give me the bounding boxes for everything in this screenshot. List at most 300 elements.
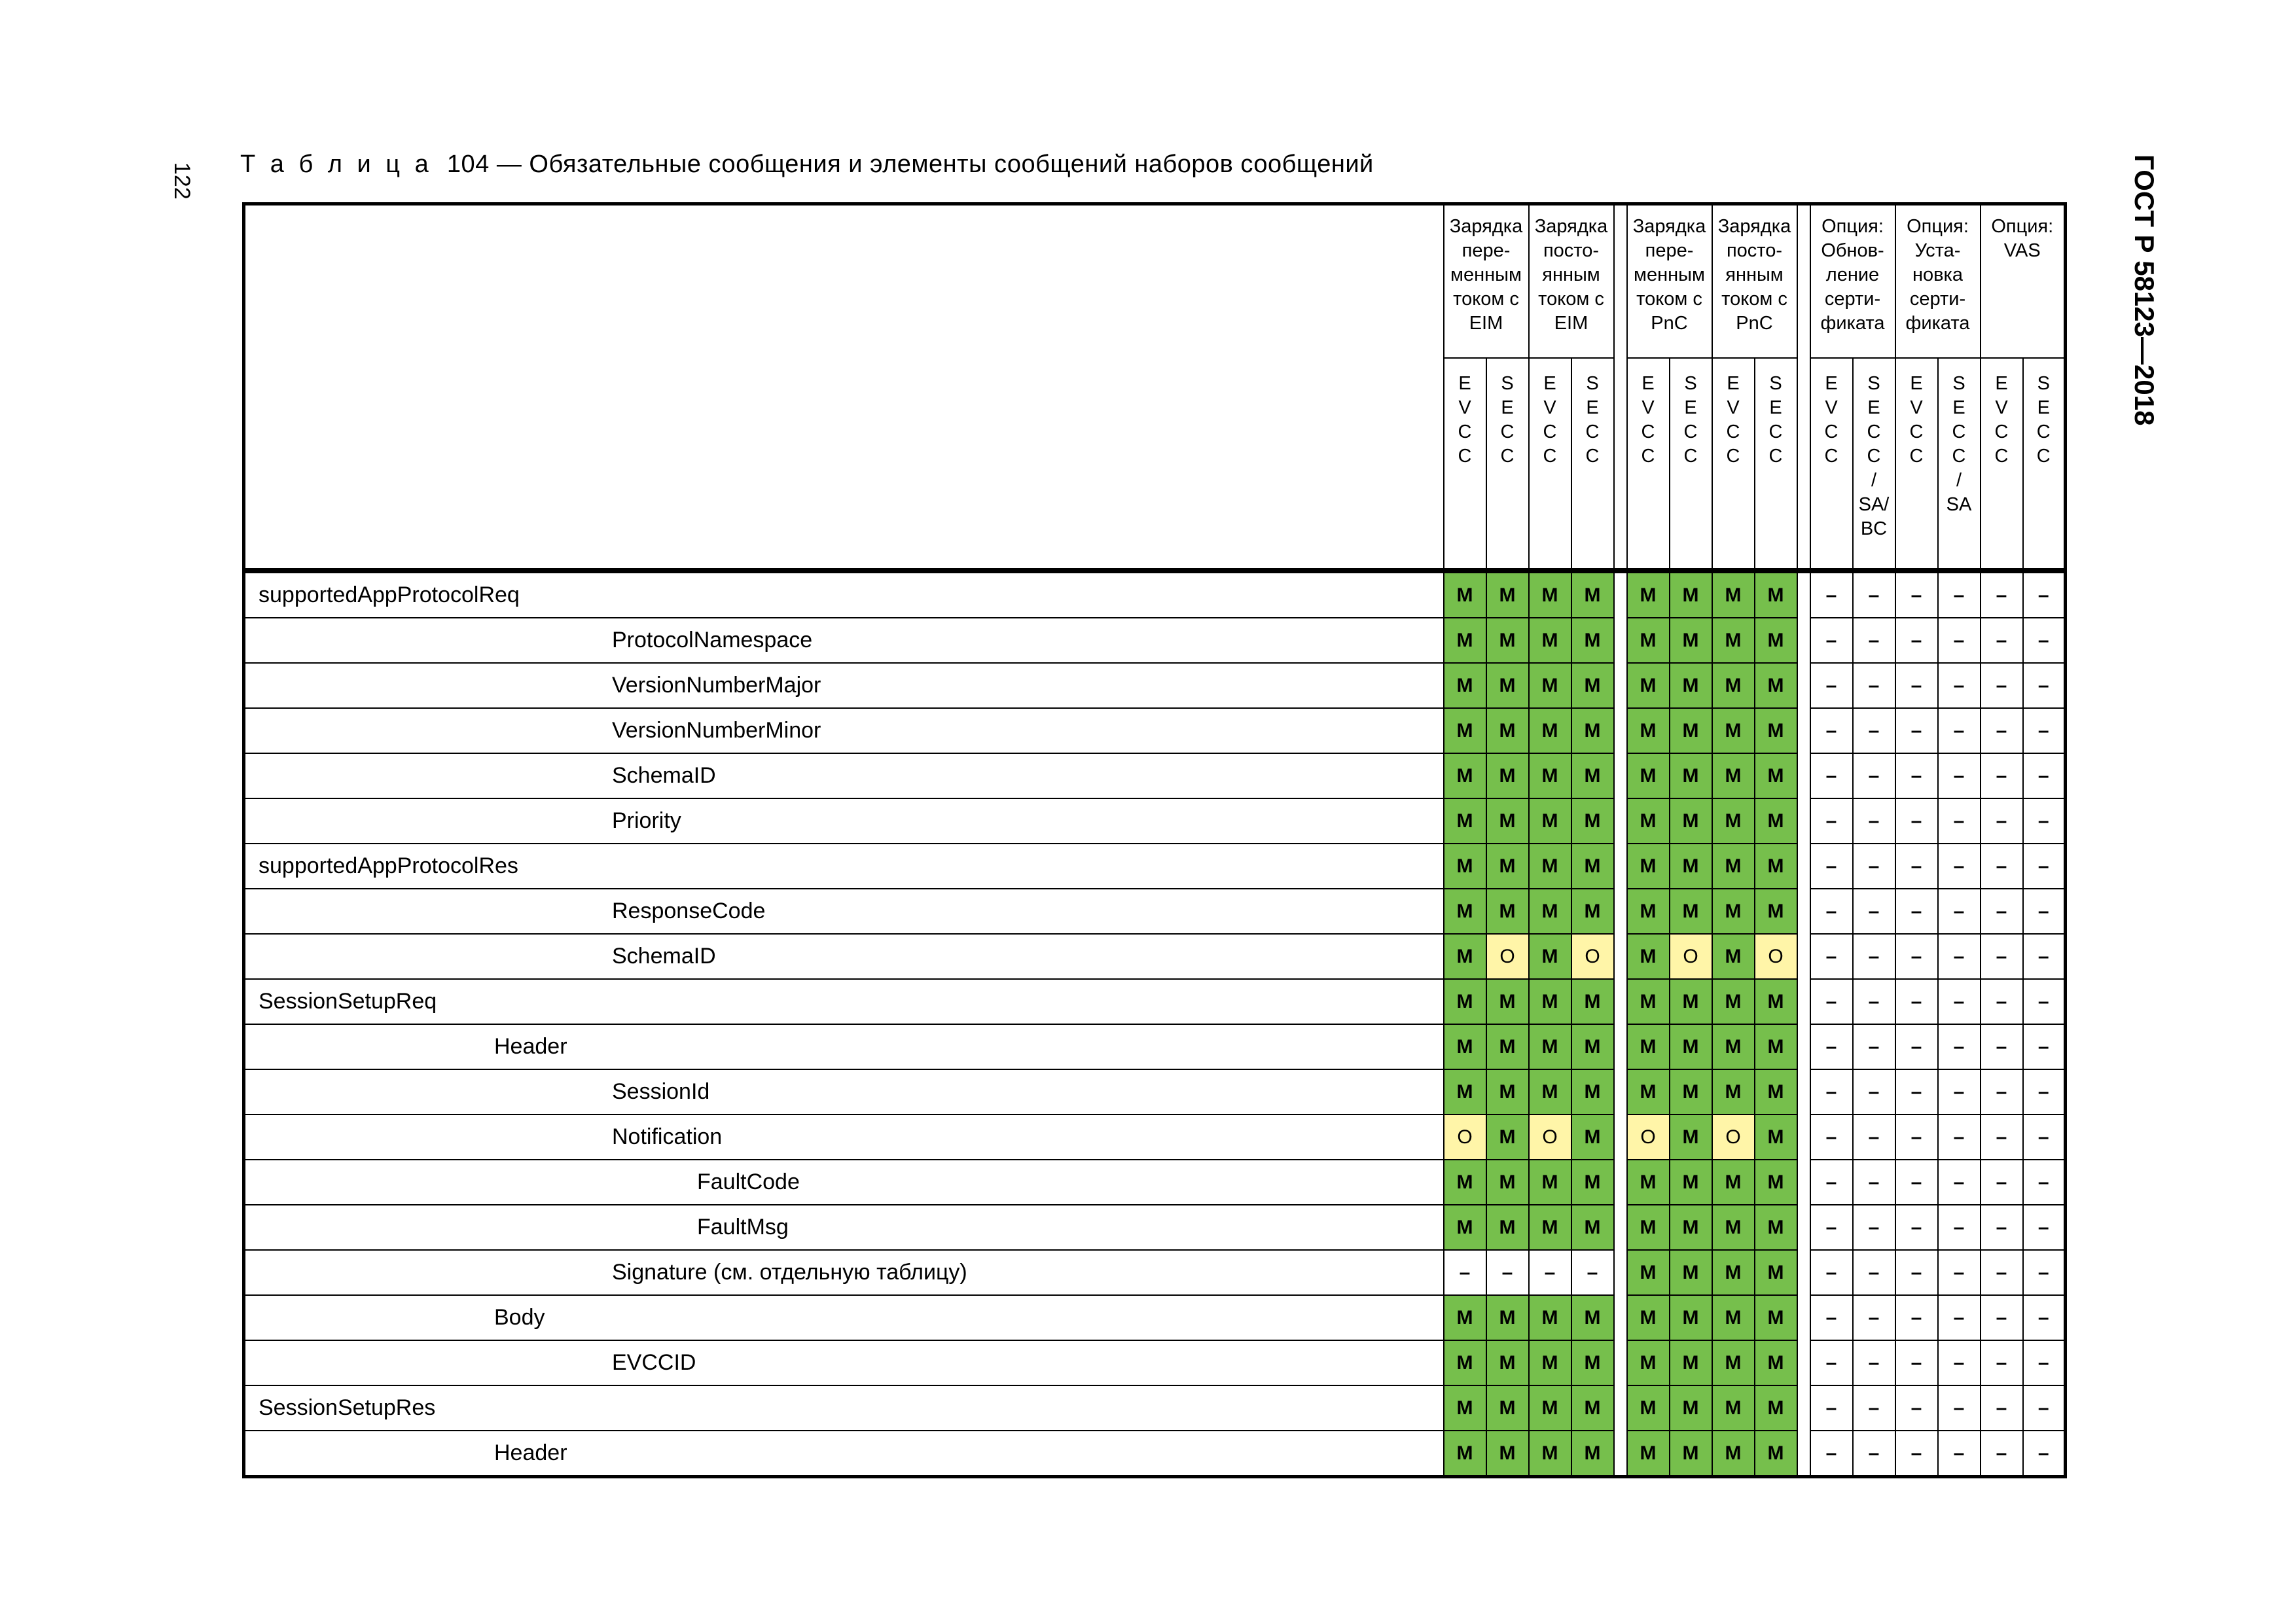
sub-column-header: E V C C bbox=[1895, 358, 1938, 571]
requirement-cell: M bbox=[1529, 844, 1571, 889]
requirement-cell: – bbox=[1938, 1160, 1981, 1205]
requirement-cell: M bbox=[1444, 934, 1486, 979]
requirement-cell: – bbox=[2023, 798, 2066, 844]
element-name bbox=[244, 889, 1444, 934]
requirement-cell: O bbox=[1712, 1115, 1755, 1160]
requirement-cell: M bbox=[1670, 979, 1712, 1024]
section-gap bbox=[1614, 1431, 1627, 1477]
requirement-cell: – bbox=[1853, 708, 1895, 753]
requirement-cell: – bbox=[2023, 1431, 2066, 1477]
requirement-cell: M bbox=[1670, 1385, 1712, 1431]
requirement-cell: M bbox=[1755, 663, 1797, 708]
requirement-cell: – bbox=[1938, 1295, 1981, 1340]
requirement-cell: – bbox=[1810, 708, 1853, 753]
requirement-cell: M bbox=[1486, 618, 1529, 663]
requirement-cell: M bbox=[1486, 1205, 1529, 1250]
requirement-cell: M bbox=[1486, 1115, 1529, 1160]
requirement-cell: – bbox=[1938, 708, 1981, 753]
requirement-cell: – bbox=[1810, 1160, 1853, 1205]
requirement-cell: M bbox=[1486, 1024, 1529, 1069]
requirement-cell: – bbox=[2023, 1250, 2066, 1295]
requirement-cell: M bbox=[1444, 844, 1486, 889]
requirement-cell: – bbox=[2023, 1205, 2066, 1250]
table-row bbox=[244, 934, 2066, 979]
requirement-cell: M bbox=[1670, 708, 1712, 753]
requirement-cell: M bbox=[1627, 1295, 1670, 1340]
requirement-cell: – bbox=[1938, 1024, 1981, 1069]
element-name bbox=[244, 844, 1444, 889]
requirement-cell: M bbox=[1529, 1205, 1571, 1250]
requirement-cell: M bbox=[1627, 1431, 1670, 1477]
requirement-cell: – bbox=[1938, 979, 1981, 1024]
requirement-cell: – bbox=[1810, 798, 1853, 844]
requirement-cell: – bbox=[1938, 753, 1981, 798]
requirement-cell: M bbox=[1627, 1340, 1670, 1385]
sub-column-header: E V C C bbox=[1627, 358, 1670, 571]
requirement-cell: – bbox=[2023, 844, 2066, 889]
requirement-cell: M bbox=[1755, 1160, 1797, 1205]
requirement-cell: O bbox=[1486, 934, 1529, 979]
requirement-cell: M bbox=[1712, 798, 1755, 844]
column-group-header: Зарядка пере-​менным током с EIM bbox=[1444, 204, 1529, 359]
element-name-text: Signature (см. отдельную таблицу) bbox=[612, 1260, 967, 1285]
requirement-cell: – bbox=[2023, 753, 2066, 798]
requirement-cell: M bbox=[1444, 753, 1486, 798]
requirement-cell: M bbox=[1755, 1295, 1797, 1340]
table-row bbox=[244, 1295, 2066, 1340]
requirement-cell: M bbox=[1670, 663, 1712, 708]
requirement-cell: – bbox=[1895, 708, 1938, 753]
requirement-cell: – bbox=[1981, 844, 2023, 889]
requirement-cell: M bbox=[1529, 889, 1571, 934]
requirement-cell: – bbox=[2023, 618, 2066, 663]
table-row bbox=[244, 1250, 2066, 1295]
requirement-cell: M bbox=[1571, 1069, 1614, 1115]
section-gap bbox=[1614, 1160, 1627, 1205]
requirement-cell: – bbox=[1938, 844, 1981, 889]
requirement-cell: – bbox=[1981, 1340, 2023, 1385]
requirement-cell: – bbox=[1938, 934, 1981, 979]
requirement-cell: M bbox=[1755, 618, 1797, 663]
requirement-cell: – bbox=[1853, 571, 1895, 618]
sub-column-header: S E C C / SA bbox=[1938, 358, 1981, 571]
section-gap bbox=[1797, 1115, 1810, 1160]
requirement-cell: M bbox=[1486, 663, 1529, 708]
requirement-cell: M bbox=[1627, 1205, 1670, 1250]
requirement-cell: – bbox=[1571, 1250, 1614, 1295]
table-row bbox=[244, 571, 2066, 618]
section-gap bbox=[1797, 1250, 1810, 1295]
requirement-cell: – bbox=[1810, 1340, 1853, 1385]
requirement-cell: M bbox=[1627, 1160, 1670, 1205]
requirement-cell: M bbox=[1712, 889, 1755, 934]
messages-table bbox=[242, 202, 2067, 1478]
table-row bbox=[244, 844, 2066, 889]
requirement-cell: M bbox=[1529, 663, 1571, 708]
requirement-cell: – bbox=[1810, 1205, 1853, 1250]
requirement-cell: M bbox=[1627, 1024, 1670, 1069]
requirement-cell: – bbox=[1895, 1205, 1938, 1250]
requirement-cell: – bbox=[1853, 1069, 1895, 1115]
section-gap bbox=[1614, 1205, 1627, 1250]
element-name-text: Priority bbox=[612, 808, 681, 833]
requirement-cell: M bbox=[1670, 798, 1712, 844]
requirement-cell: – bbox=[2023, 1340, 2066, 1385]
element-name-text: VersionNumberMajor bbox=[612, 673, 821, 698]
requirement-cell: M bbox=[1486, 979, 1529, 1024]
requirement-cell: M bbox=[1571, 708, 1614, 753]
section-gap bbox=[1614, 708, 1627, 753]
requirement-cell: M bbox=[1755, 753, 1797, 798]
requirement-cell: M bbox=[1712, 979, 1755, 1024]
requirement-cell: M bbox=[1712, 1024, 1755, 1069]
requirement-cell: – bbox=[2023, 663, 2066, 708]
section-gap bbox=[1614, 1340, 1627, 1385]
requirement-cell: – bbox=[1938, 1385, 1981, 1431]
requirement-cell: – bbox=[1981, 708, 2023, 753]
requirement-cell: M bbox=[1444, 1385, 1486, 1431]
requirement-cell: – bbox=[1895, 889, 1938, 934]
requirement-cell: – bbox=[1810, 753, 1853, 798]
requirement-cell: – bbox=[1981, 1431, 2023, 1477]
element-name bbox=[244, 1205, 1444, 1250]
requirement-cell: – bbox=[1853, 1295, 1895, 1340]
requirement-cell: – bbox=[1529, 1250, 1571, 1295]
requirement-cell: – bbox=[1895, 618, 1938, 663]
requirement-cell: M bbox=[1486, 1295, 1529, 1340]
page-number: 122 bbox=[170, 162, 194, 200]
column-group-header: Зарядка посто-​янным током с EIM bbox=[1529, 204, 1614, 359]
section-gap bbox=[1614, 934, 1627, 979]
requirement-cell: M bbox=[1486, 571, 1529, 618]
element-name bbox=[244, 798, 1444, 844]
requirement-cell: M bbox=[1444, 798, 1486, 844]
requirement-cell: M bbox=[1571, 1340, 1614, 1385]
element-name bbox=[244, 571, 1444, 618]
element-name bbox=[244, 753, 1444, 798]
section-gap bbox=[1797, 934, 1810, 979]
element-name-text: VersionNumberMinor bbox=[612, 718, 821, 743]
requirement-cell: – bbox=[1938, 1250, 1981, 1295]
element-name bbox=[244, 1340, 1444, 1385]
element-name bbox=[244, 708, 1444, 753]
column-group-header: Опция: Уста-​новка серти-​фиката bbox=[1895, 204, 1981, 359]
requirement-cell: M bbox=[1755, 1115, 1797, 1160]
requirement-cell: M bbox=[1712, 1160, 1755, 1205]
requirement-cell: – bbox=[1981, 1024, 2023, 1069]
requirement-cell: M bbox=[1444, 889, 1486, 934]
section-gap bbox=[1614, 1295, 1627, 1340]
requirement-cell: – bbox=[1895, 934, 1938, 979]
requirement-cell: M bbox=[1571, 1385, 1614, 1431]
requirement-cell: M bbox=[1486, 1385, 1529, 1431]
section-gap bbox=[1614, 1250, 1627, 1295]
requirement-cell: M bbox=[1712, 571, 1755, 618]
requirement-cell: – bbox=[1810, 1385, 1853, 1431]
section-gap bbox=[1614, 844, 1627, 889]
requirement-cell: M bbox=[1755, 798, 1797, 844]
element-name bbox=[244, 979, 1444, 1024]
requirement-cell: M bbox=[1627, 618, 1670, 663]
requirement-cell: M bbox=[1571, 798, 1614, 844]
element-name-text: supportedAppProtocolRes bbox=[259, 853, 518, 878]
section-gap bbox=[1797, 1024, 1810, 1069]
table-row bbox=[244, 1385, 2066, 1431]
requirement-cell: M bbox=[1444, 1205, 1486, 1250]
requirement-cell: M bbox=[1529, 753, 1571, 798]
section-gap bbox=[1797, 618, 1810, 663]
requirement-cell: – bbox=[1895, 1024, 1938, 1069]
sub-column-header: E V C C bbox=[1444, 358, 1486, 571]
requirement-cell: M bbox=[1712, 1340, 1755, 1385]
requirement-cell: – bbox=[2023, 979, 2066, 1024]
requirement-cell: – bbox=[1853, 798, 1895, 844]
requirement-cell: – bbox=[2023, 1115, 2066, 1160]
element-name bbox=[244, 618, 1444, 663]
requirement-cell: M bbox=[1444, 1340, 1486, 1385]
requirement-cell: M bbox=[1712, 1069, 1755, 1115]
element-name bbox=[244, 663, 1444, 708]
requirement-cell: M bbox=[1571, 1115, 1614, 1160]
requirement-cell: – bbox=[1981, 934, 2023, 979]
requirement-cell: – bbox=[1981, 1385, 2023, 1431]
requirement-cell: – bbox=[1895, 798, 1938, 844]
requirement-cell: M bbox=[1670, 1340, 1712, 1385]
requirement-cell: – bbox=[1853, 1115, 1895, 1160]
section-gap bbox=[1797, 1385, 1810, 1431]
requirement-cell: O bbox=[1755, 934, 1797, 979]
requirement-cell: – bbox=[1810, 1250, 1853, 1295]
requirement-cell: – bbox=[1981, 889, 2023, 934]
requirement-cell: M bbox=[1712, 844, 1755, 889]
requirement-cell: – bbox=[1810, 889, 1853, 934]
table-row bbox=[244, 663, 2066, 708]
requirement-cell: – bbox=[1981, 798, 2023, 844]
requirement-cell: M bbox=[1444, 1024, 1486, 1069]
sub-column-header: S E C C bbox=[1486, 358, 1529, 571]
requirement-cell: – bbox=[1938, 1431, 1981, 1477]
element-name bbox=[244, 1024, 1444, 1069]
requirement-cell: – bbox=[1895, 1115, 1938, 1160]
requirement-cell: M bbox=[1712, 1385, 1755, 1431]
element-name-text: SessionId bbox=[612, 1079, 710, 1104]
sub-column-header: S E C C bbox=[2023, 358, 2066, 571]
requirement-cell: M bbox=[1486, 1069, 1529, 1115]
requirement-cell: M bbox=[1571, 1295, 1614, 1340]
sub-column-header: S E C C bbox=[1755, 358, 1797, 571]
requirement-cell: M bbox=[1627, 979, 1670, 1024]
requirement-cell: M bbox=[1486, 708, 1529, 753]
requirement-cell: M bbox=[1627, 889, 1670, 934]
table-row bbox=[244, 1069, 2066, 1115]
requirement-cell: – bbox=[1981, 663, 2023, 708]
section-gap bbox=[1797, 663, 1810, 708]
requirement-cell: M bbox=[1486, 798, 1529, 844]
requirement-cell: M bbox=[1755, 1250, 1797, 1295]
requirement-cell: M bbox=[1529, 1295, 1571, 1340]
requirement-cell: – bbox=[2023, 1295, 2066, 1340]
caption-text: 104 — Обязательные сообщения и элементы сообщений наборов сообщений bbox=[446, 151, 1374, 178]
element-name bbox=[244, 1385, 1444, 1431]
element-name-text: EVCCID bbox=[612, 1350, 696, 1375]
requirement-cell: M bbox=[1755, 1069, 1797, 1115]
section-gap bbox=[1797, 798, 1810, 844]
requirement-cell: M bbox=[1444, 1295, 1486, 1340]
requirement-cell: M bbox=[1529, 1024, 1571, 1069]
requirement-cell: – bbox=[1895, 979, 1938, 1024]
element-name-text: FaultMsg bbox=[697, 1215, 789, 1240]
element-name-text: SessionSetupRes bbox=[259, 1395, 436, 1420]
element-name-text: Notification bbox=[612, 1124, 723, 1149]
section-gap bbox=[1797, 708, 1810, 753]
requirement-cell: M bbox=[1444, 663, 1486, 708]
requirement-cell: O bbox=[1571, 934, 1614, 979]
element-name-text: ResponseCode bbox=[612, 899, 766, 923]
requirement-cell: – bbox=[1981, 571, 2023, 618]
requirement-cell: – bbox=[1810, 618, 1853, 663]
requirement-cell: – bbox=[1981, 1295, 2023, 1340]
section-gap bbox=[1797, 1205, 1810, 1250]
requirement-cell: M bbox=[1712, 663, 1755, 708]
requirement-cell: – bbox=[1444, 1250, 1486, 1295]
sub-column-header: S E C C bbox=[1571, 358, 1614, 571]
requirement-cell: M bbox=[1444, 979, 1486, 1024]
requirement-cell: M bbox=[1670, 1115, 1712, 1160]
section-gap bbox=[1614, 753, 1627, 798]
requirement-cell: M bbox=[1627, 708, 1670, 753]
requirement-cell: – bbox=[1981, 1250, 2023, 1295]
section-gap bbox=[1797, 1069, 1810, 1115]
requirement-cell: M bbox=[1486, 1340, 1529, 1385]
requirement-cell: – bbox=[1810, 844, 1853, 889]
requirement-cell: M bbox=[1529, 708, 1571, 753]
requirement-cell: M bbox=[1444, 708, 1486, 753]
requirement-cell: M bbox=[1712, 934, 1755, 979]
requirement-cell: M bbox=[1712, 753, 1755, 798]
requirement-cell: – bbox=[1938, 663, 1981, 708]
element-name bbox=[244, 1295, 1444, 1340]
requirement-cell: M bbox=[1571, 618, 1614, 663]
section-gap bbox=[1797, 844, 1810, 889]
requirement-cell: – bbox=[1853, 934, 1895, 979]
requirement-cell: M bbox=[1529, 618, 1571, 663]
requirement-cell: M bbox=[1670, 753, 1712, 798]
requirement-cell: – bbox=[1895, 1069, 1938, 1115]
requirement-cell: M bbox=[1670, 1205, 1712, 1250]
element-name-text: Body bbox=[494, 1305, 545, 1330]
requirement-cell: – bbox=[1486, 1250, 1529, 1295]
requirement-cell: M bbox=[1670, 1024, 1712, 1069]
requirement-cell: M bbox=[1486, 753, 1529, 798]
requirement-cell: M bbox=[1755, 889, 1797, 934]
requirement-cell: – bbox=[1853, 1205, 1895, 1250]
requirement-cell: M bbox=[1529, 1160, 1571, 1205]
table-row bbox=[244, 708, 2066, 753]
section-gap bbox=[1614, 663, 1627, 708]
section-gap bbox=[1797, 1160, 1810, 1205]
requirement-cell: – bbox=[1810, 1069, 1853, 1115]
table-row bbox=[244, 1431, 2066, 1477]
section-gap bbox=[1797, 889, 1810, 934]
requirement-cell: M bbox=[1670, 844, 1712, 889]
requirement-cell: – bbox=[2023, 1160, 2066, 1205]
requirement-cell: – bbox=[2023, 1024, 2066, 1069]
requirement-cell: M bbox=[1670, 571, 1712, 618]
requirement-cell: M bbox=[1529, 979, 1571, 1024]
requirement-cell: O bbox=[1444, 1115, 1486, 1160]
requirement-cell: – bbox=[2023, 1069, 2066, 1115]
section-gap bbox=[1797, 1340, 1810, 1385]
requirement-cell: M bbox=[1712, 1431, 1755, 1477]
requirement-cell: M bbox=[1486, 889, 1529, 934]
requirement-cell: M bbox=[1627, 934, 1670, 979]
requirement-cell: M bbox=[1529, 934, 1571, 979]
requirement-cell: – bbox=[1938, 1205, 1981, 1250]
table-row bbox=[244, 1340, 2066, 1385]
section-gap bbox=[1614, 1115, 1627, 1160]
element-name bbox=[244, 1431, 1444, 1477]
requirement-cell: M bbox=[1627, 798, 1670, 844]
section-gap bbox=[1614, 1385, 1627, 1431]
table-row bbox=[244, 1024, 2066, 1069]
requirement-cell: – bbox=[1810, 571, 1853, 618]
section-gap bbox=[1614, 204, 1627, 571]
requirement-cell: – bbox=[2023, 1385, 2066, 1431]
column-group-header: Опция: VAS bbox=[1981, 204, 2066, 359]
section-gap bbox=[1614, 979, 1627, 1024]
requirement-cell: – bbox=[1853, 1340, 1895, 1385]
requirement-cell: – bbox=[1895, 663, 1938, 708]
requirement-cell: – bbox=[1810, 1115, 1853, 1160]
requirement-cell: – bbox=[1810, 1024, 1853, 1069]
requirement-cell: O bbox=[1627, 1115, 1670, 1160]
requirement-cell: O bbox=[1529, 1115, 1571, 1160]
sub-column-header: E V C C bbox=[1529, 358, 1571, 571]
requirement-cell: M bbox=[1755, 571, 1797, 618]
requirement-cell: – bbox=[1810, 934, 1853, 979]
requirement-cell: M bbox=[1486, 1431, 1529, 1477]
requirement-cell: M bbox=[1444, 1431, 1486, 1477]
requirement-cell: – bbox=[1895, 753, 1938, 798]
requirement-cell: – bbox=[1981, 1160, 2023, 1205]
requirement-cell: M bbox=[1755, 1024, 1797, 1069]
section-gap bbox=[1614, 571, 1627, 618]
caption-label: Т а б л и ц а bbox=[240, 151, 433, 178]
requirement-cell: – bbox=[1938, 889, 1981, 934]
requirement-cell: M bbox=[1670, 618, 1712, 663]
requirement-cell: – bbox=[1853, 1160, 1895, 1205]
requirement-cell: M bbox=[1627, 1250, 1670, 1295]
column-group-header: Опция: Обнов-​ление серти-​фиката bbox=[1810, 204, 1895, 359]
column-group-header: Зарядка пере-​менным током с PnC bbox=[1627, 204, 1712, 359]
section-gap bbox=[1614, 1024, 1627, 1069]
requirement-cell: M bbox=[1755, 1340, 1797, 1385]
requirement-cell: – bbox=[1895, 1250, 1938, 1295]
requirement-cell: M bbox=[1571, 663, 1614, 708]
requirement-cell: – bbox=[1895, 1340, 1938, 1385]
requirement-cell: – bbox=[1810, 1295, 1853, 1340]
requirement-cell: – bbox=[1938, 1069, 1981, 1115]
requirement-cell: M bbox=[1712, 1205, 1755, 1250]
requirement-cell: M bbox=[1571, 979, 1614, 1024]
element-name bbox=[244, 934, 1444, 979]
section-gap bbox=[1797, 204, 1810, 571]
requirement-cell: – bbox=[1981, 1115, 2023, 1160]
table-row bbox=[244, 1115, 2066, 1160]
element-name bbox=[244, 1115, 1444, 1160]
document-code: ГОСТ Р 58123—2018 bbox=[2129, 154, 2160, 426]
requirement-cell: M bbox=[1712, 1295, 1755, 1340]
